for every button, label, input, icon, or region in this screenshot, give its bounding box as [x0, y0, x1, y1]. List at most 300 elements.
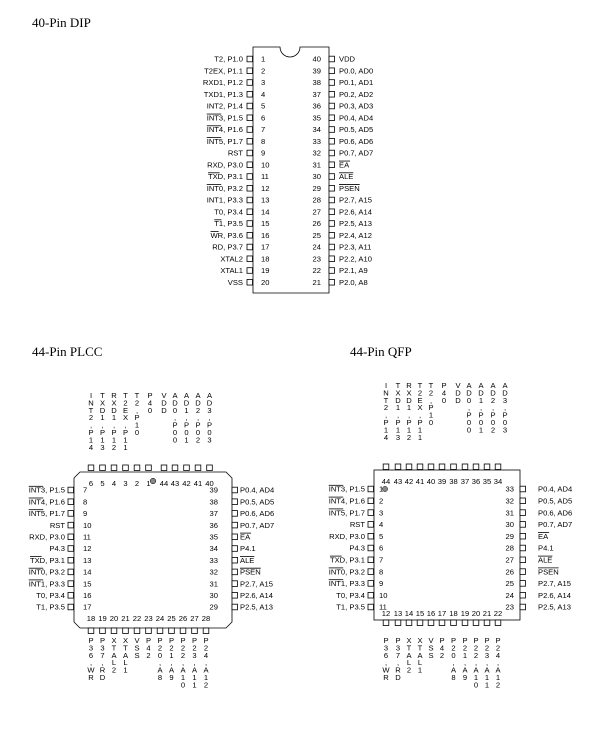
plcc-pin-5 — [100, 465, 106, 471]
plcc-pin-number-31: 31 — [209, 579, 218, 589]
plcc-bottom-label-21 — [123, 636, 129, 675]
qfp-pin-number-27: 27 — [505, 555, 514, 565]
dip-pin-38 — [329, 80, 335, 86]
dip-pin-label-21: P2.0, A8 — [339, 277, 368, 287]
plcc-pin-number-30: 30 — [209, 591, 218, 600]
qfp-pin-number-1: 1 — [379, 484, 384, 494]
qfp-pin-33 — [520, 486, 526, 492]
plcc-pin-number-26: 26 — [178, 614, 188, 623]
dip-pin-label-3: RXD1, P1.2 — [202, 78, 243, 88]
dip-pin-number-38: 38 — [312, 78, 321, 88]
plcc-top-label-40 — [207, 391, 213, 444]
plcc-bottom-label-22 — [134, 636, 140, 660]
qfp-top-label-35 — [490, 381, 496, 434]
plcc-pin-number-40: 40 — [205, 479, 214, 488]
plcc-pin-22 — [134, 628, 140, 634]
plcc-top-label-text: T 2 , P 1 0 — [134, 391, 140, 437]
plcc-pin-42 — [184, 465, 190, 471]
qfp-bottom-label-text: P 4 2 — [439, 636, 445, 660]
qfp-pin-30 — [520, 522, 526, 528]
dip-pin-26 — [329, 221, 335, 227]
qfp-bottom-label-18 — [451, 636, 457, 682]
dip-pin-27 — [329, 209, 335, 215]
plcc-pin-31 — [232, 581, 238, 587]
qfp-pin-9 — [368, 581, 374, 587]
dip-pin-37 — [329, 91, 335, 97]
plcc-pin-label-36: P0.7, AD7 — [240, 520, 275, 530]
qfp-pin-17 — [439, 620, 445, 626]
dip-pin-number-25: 25 — [312, 230, 321, 240]
plcc-pin-label-30: P2.6, A14 — [240, 591, 273, 600]
dip-pin-label-32: P0.7, AD7 — [339, 148, 374, 158]
qfp-pin-38 — [451, 464, 457, 470]
plcc-pin-37 — [232, 511, 238, 517]
dip-pin-label-4: TXD1, P1.3 — [203, 89, 243, 99]
qfp-pin-label-32: P0.5, AD5 — [538, 496, 573, 506]
plcc-bottom-label-text: X T A L 2 — [111, 636, 117, 675]
plcc-bottom-label-26 — [180, 636, 186, 689]
plcc-top-label-text: R X D 1 , P 1 2 — [111, 391, 117, 452]
qfp-pin-15 — [417, 620, 423, 626]
plcc-top-label-text: T X D 1 , P 1 3 — [99, 391, 106, 452]
qfp-pin-label-30: P0.7, AD7 — [538, 520, 573, 530]
qfp-top-label-text: T 2 , P 1 0 — [428, 381, 434, 427]
plcc-pin-number-14: 14 — [83, 567, 92, 577]
plcc-top-label-43 — [172, 391, 178, 444]
qfp-top-label-43 — [395, 381, 401, 442]
qfp-pin-11 — [368, 604, 374, 610]
plcc-pin-label-33: ALE — [240, 555, 255, 565]
qfp-pin-number-20: 20 — [471, 609, 481, 618]
qfp-pin-1 — [368, 486, 374, 492]
plcc-pin-label-38: P0.5, AD5 — [240, 497, 275, 507]
plcc-bottom-label-18 — [87, 636, 95, 682]
qfp-pin-6 — [368, 545, 374, 551]
qfp-pin-number-4: 4 — [379, 520, 384, 530]
qfp-pin-label-7: TXD, P3.1 — [329, 555, 365, 565]
plcc-pin1-marker — [150, 478, 156, 484]
plcc-pin-label-16: T0, P3.4 — [36, 591, 65, 600]
qfp-pin-39 — [439, 464, 445, 470]
plcc-pin-number-6: 6 — [88, 479, 94, 488]
plcc-top-label-5 — [100, 391, 106, 452]
qfp-pin-label-31: P0.6, AD6 — [538, 508, 573, 518]
qfp-pin-number-14: 14 — [404, 609, 414, 618]
dip-pin-label-10: RXD, P3.0 — [207, 160, 243, 170]
qfp-bottom-label-20 — [473, 636, 479, 689]
dip-title: 40-Pin DIP — [32, 15, 91, 30]
dip-pin-29 — [329, 185, 335, 191]
qfp-pin-label-24: P2.6, A14 — [538, 590, 571, 600]
qfp-package — [374, 470, 520, 620]
qfp-pin-20 — [473, 620, 479, 626]
plcc-pin-label-9: INT5, P1.7 — [28, 509, 65, 519]
qfp-bottom-label-text: P 2 0 , A 8 — [450, 636, 457, 682]
dip-pin-number-19: 19 — [261, 266, 270, 276]
dip-pin-18 — [247, 256, 253, 262]
plcc-pin-label-31: P2.7, A15 — [240, 579, 273, 589]
qfp-pin-37 — [462, 464, 468, 470]
plcc-top-label-text: I N T 2 , P 1 4 — [88, 391, 94, 452]
dip-pin-28 — [329, 197, 335, 203]
dip-pin-label-22: P2.1, A9 — [339, 266, 368, 276]
dip-pin-number-21: 21 — [312, 277, 321, 287]
dip-pin-number-35: 35 — [312, 113, 321, 123]
qfp-bottom-label-17 — [439, 636, 444, 660]
qfp-body — [374, 470, 520, 620]
plcc-top-label-text: V D D — [161, 391, 167, 415]
qfp-top-label-36 — [478, 381, 484, 434]
plcc-pin-label-17: T1, P3.5 — [36, 602, 65, 612]
dip-pin-12 — [247, 185, 253, 191]
plcc-pin-label-13: TXD, P3.1 — [29, 555, 65, 565]
qfp-pin-label-33: P0.4, AD4 — [538, 484, 573, 494]
dip-pin-6 — [247, 115, 253, 121]
dip-pin-label-20: VSS — [227, 277, 243, 287]
dip-pin-number-32: 32 — [312, 148, 321, 158]
qfp-top-label-text: I N T 2 , P 1 4 — [383, 381, 389, 442]
qfp-pin-number-40: 40 — [426, 477, 436, 486]
qfp-pin-number-35: 35 — [482, 477, 492, 486]
dip-pin-label-1: T2, P1.0 — [214, 54, 243, 64]
qfp-pin-number-15: 15 — [415, 609, 425, 618]
qfp-top-label-text: T 2 E X , P 1 1 — [417, 381, 423, 442]
qfp-pin-12 — [383, 620, 389, 626]
qfp-bottom-label-text: V S S — [428, 636, 434, 660]
plcc-pin-26 — [180, 628, 186, 634]
plcc-pin-9 — [68, 511, 74, 517]
dip-pin-number-5: 5 — [261, 101, 266, 111]
dip-pin-15 — [247, 221, 253, 227]
plcc-pin-12 — [68, 546, 74, 552]
qfp-top-label-34 — [502, 381, 508, 434]
qfp-pin-28 — [520, 545, 526, 551]
qfp-pin-44 — [383, 464, 389, 470]
dip-pin-label-11: TXD, P3.1 — [207, 172, 243, 182]
qfp-bottom-label-text: P 2 2 , A 1 0 — [473, 636, 479, 690]
plcc-pin-label-32: PSEN — [240, 567, 261, 577]
qfp-pin-label-23: P2.5, A13 — [538, 602, 571, 612]
plcc-pin-44 — [161, 465, 167, 471]
dip-pin-number-17: 17 — [261, 242, 270, 252]
plcc-pin-label-39: P0.4, AD4 — [240, 485, 275, 495]
qfp-pin-40 — [428, 464, 434, 470]
plcc-pin-33 — [232, 557, 238, 563]
dip-pin-number-1: 1 — [261, 54, 266, 64]
dip-pin-11 — [247, 174, 253, 180]
qfp-top-label-text: P 4 0 — [441, 381, 447, 405]
qfp-pin-label-2: INT4, P1.6 — [328, 496, 365, 506]
plcc-pin-6 — [88, 465, 94, 471]
plcc-top-label-4 — [111, 391, 117, 452]
qfp-bottom-label-13 — [395, 636, 401, 682]
plcc-pin-number-10: 10 — [83, 520, 92, 530]
qfp-pin-18 — [451, 620, 457, 626]
plcc-pin-24 — [157, 628, 163, 634]
plcc-pin-label-35: EA — [240, 532, 251, 542]
plcc-pin-2 — [134, 465, 140, 471]
dip-pin-22 — [329, 268, 335, 274]
plcc-pin-label-7: INT3, P1.5 — [28, 485, 65, 495]
qfp-pin-number-39: 39 — [437, 477, 447, 486]
plcc-pin-13 — [68, 557, 74, 563]
dip-pin-1 — [247, 56, 253, 62]
dip-pin-number-14: 14 — [261, 207, 270, 217]
plcc-package — [74, 472, 232, 628]
qfp-pin-31 — [520, 510, 526, 516]
dip-pin-39 — [329, 68, 335, 74]
qfp-pin-label-3: INT5, P1.7 — [328, 508, 365, 518]
plcc-pin-40 — [207, 465, 213, 471]
plcc-pin-23 — [146, 628, 152, 634]
plcc-pin-21 — [123, 628, 129, 634]
dip-pin-label-17: RD, P3.7 — [212, 242, 243, 252]
plcc-bottom-label-text: P 2 1 , A 9 — [168, 636, 175, 682]
plcc-pin-39 — [232, 487, 238, 493]
plcc-pin-8 — [68, 499, 74, 505]
plcc-pin-3 — [123, 465, 129, 471]
dip-pin-number-36: 36 — [312, 101, 321, 111]
plcc-pin-number-37: 37 — [209, 509, 218, 519]
qfp-pin-26 — [520, 569, 526, 575]
dip-pin-label-28: P2.7, A15 — [339, 195, 372, 205]
qfp-pin-number-42: 42 — [404, 477, 414, 486]
dip-pin-label-26: P2.5, A13 — [339, 219, 372, 229]
dip-pin-number-28: 28 — [312, 195, 321, 205]
qfp-pin-7 — [368, 557, 374, 563]
qfp-bottom-label-text: P 2 3 , A 1 1 — [484, 636, 490, 690]
plcc-pin-number-42: 42 — [182, 479, 191, 488]
dip-pin-number-7: 7 — [261, 125, 266, 135]
plcc-pin-number-32: 32 — [209, 567, 218, 577]
dip-pin-number-37: 37 — [312, 89, 321, 99]
qfp-bottom-label-text: X T A L 1 — [417, 636, 423, 675]
qfp-pin-41 — [417, 464, 423, 470]
qfp-pin-number-34: 34 — [493, 477, 503, 486]
plcc-top-label-text: A D 0 , P 0 0 — [172, 391, 178, 445]
plcc-pin-4 — [111, 465, 117, 471]
dip-pin-label-24: P2.3, A11 — [339, 242, 372, 252]
qfp-pin-14 — [406, 620, 412, 626]
qfp-pin-number-13: 13 — [393, 609, 403, 618]
qfp-pin-21 — [484, 620, 490, 626]
plcc-pin-25 — [169, 628, 175, 634]
plcc-top-label-3 — [123, 391, 128, 452]
plcc-pin-32 — [232, 569, 238, 575]
plcc-pin-number-13: 13 — [83, 555, 92, 565]
qfp-bottom-label-text: P 2 1 , A 9 — [462, 636, 468, 682]
qfp-pin-42 — [406, 464, 412, 470]
qfp-pin-24 — [520, 592, 526, 598]
plcc-bottom-label-text: P 2 3 , A 1 1 — [191, 636, 198, 690]
qfp-pin-36 — [473, 464, 479, 470]
dip-pin-40 — [329, 56, 335, 62]
dip-pin-30 — [329, 174, 335, 180]
dip-pin-label-39: P0.0, AD0 — [339, 66, 374, 76]
plcc-bottom-label-text: P 3 6 , W R — [87, 636, 95, 682]
plcc-pin-36 — [232, 522, 238, 528]
qfp-top-label-44 — [383, 381, 388, 442]
plcc-bottom-label-27 — [192, 636, 198, 689]
plcc-pin-label-10: RST — [49, 520, 65, 530]
dip-pin-36 — [329, 103, 335, 109]
qfp-top-label-text: R X D 1 , P 1 2 — [406, 381, 412, 442]
dip-pin-label-8: INT5, P1.7 — [206, 136, 243, 146]
plcc-pin-number-35: 35 — [209, 532, 218, 542]
plcc-body — [74, 472, 232, 628]
dip-pin-23 — [329, 256, 335, 262]
qfp-pin-10 — [368, 592, 374, 598]
qfp-pin-22 — [495, 620, 501, 626]
plcc-top-label-2 — [134, 391, 139, 437]
qfp-pin-number-19: 19 — [460, 609, 470, 618]
qfp-pin-number-29: 29 — [505, 531, 514, 541]
qfp-pin-number-37: 37 — [460, 477, 470, 486]
dip-pin-number-30: 30 — [312, 172, 321, 182]
qfp-pin-32 — [520, 498, 526, 504]
plcc-pin-28 — [203, 628, 209, 634]
qfp-pin-19 — [462, 620, 468, 626]
plcc-top-label-text: A D 3 , P 0 3 — [206, 391, 213, 445]
plcc-bottom-label-text: P 4 2 — [145, 636, 152, 660]
dip-pin-number-27: 27 — [312, 207, 321, 217]
dip-pin-20 — [247, 279, 253, 285]
dip-pin-31 — [329, 162, 335, 168]
plcc-pin-number-4: 4 — [111, 479, 117, 488]
qfp-pin-label-6: P4.3 — [349, 543, 365, 553]
dip-pin-number-34: 34 — [312, 125, 321, 135]
plcc-pin-10 — [68, 522, 74, 528]
qfp-pin-number-3: 3 — [379, 508, 384, 518]
qfp-pin-label-1: INT3, P1.5 — [328, 484, 365, 494]
plcc-top-label-1 — [147, 391, 152, 415]
qfp-pin-2 — [368, 498, 374, 504]
dip-pin-label-25: P2.4, A12 — [339, 230, 372, 240]
plcc-pin-41 — [195, 465, 201, 471]
qfp-pin-label-25: P2.7, A15 — [538, 579, 571, 589]
qfp-top-label-text: A D 3 , P 0 3 — [502, 381, 508, 435]
dip-pin-label-33: P0.6, AD6 — [339, 136, 374, 146]
qfp-pin-23 — [520, 604, 526, 610]
qfp-bottom-label-text: P 2 4 , A 1 2 — [495, 636, 501, 690]
dip-pin-label-38: P0.1, AD1 — [339, 78, 374, 88]
plcc-pin-18 — [88, 628, 94, 634]
qfp-pin-label-4: RST — [349, 520, 365, 530]
qfp-pin-label-10: T0, P3.4 — [336, 590, 365, 600]
plcc-pin-label-34: P4.1 — [240, 544, 256, 554]
plcc-top-label-text: P 4 0 — [147, 391, 153, 415]
dip-pin-number-31: 31 — [312, 160, 321, 170]
qfp-pin-number-7: 7 — [379, 555, 384, 565]
qfp-pin-number-22: 22 — [493, 609, 503, 618]
qfp-pin-number-21: 21 — [482, 609, 492, 618]
qfp-bottom-label-text: P 3 6 , W R — [382, 636, 390, 682]
plcc-pin-number-17: 17 — [83, 602, 92, 612]
qfp-pin-number-31: 31 — [505, 508, 514, 518]
qfp-pin-number-41: 41 — [415, 477, 425, 486]
qfp-top-label-42 — [406, 381, 412, 442]
qfp-bottom-label-text: X T A L 2 — [406, 636, 412, 675]
dip-pin-label-30: ALE — [339, 172, 354, 182]
plcc-pin-number-24: 24 — [155, 614, 165, 623]
plcc-top-label-41 — [195, 391, 201, 444]
plcc-bottom-label-24 — [157, 636, 163, 682]
dip-pin-number-11: 11 — [261, 172, 269, 182]
plcc-pin-number-25: 25 — [167, 614, 176, 623]
dip-pin-number-10: 10 — [261, 160, 270, 170]
qfp-pin-8 — [368, 569, 374, 575]
qfp-pin-number-11: 11 — [379, 602, 387, 612]
plcc-pin-label-15: INT1, P3.3 — [28, 579, 65, 589]
plcc-bottom-label-19 — [100, 636, 106, 682]
qfp-top-label-text: T X D 1 , P 1 3 — [395, 381, 401, 442]
qfp-pin-4 — [368, 522, 374, 528]
qfp-pin-35 — [484, 464, 490, 470]
dip-pin-35 — [329, 115, 335, 121]
plcc-pin-number-20: 20 — [109, 614, 119, 623]
dip-pin-14 — [247, 209, 253, 215]
dip-pin-label-27: P2.6, A14 — [339, 207, 372, 217]
plcc-pin-number-18: 18 — [86, 614, 96, 623]
plcc-pin-14 — [68, 569, 74, 575]
plcc-pin-number-36: 36 — [209, 520, 218, 530]
plcc-top-label-text: A D 1 , P 0 1 — [183, 391, 190, 445]
qfp-title: 44-Pin QFP — [350, 344, 412, 359]
dip-pin-label-19: XTAL1 — [220, 266, 243, 276]
plcc-pin-17 — [68, 604, 74, 610]
dip-pin-label-29: PSEN — [339, 183, 360, 193]
dip-pin-label-14: T0, P3.4 — [214, 207, 243, 217]
plcc-pin-number-16: 16 — [83, 591, 92, 600]
dip-pin-number-22: 22 — [312, 266, 321, 276]
qfp-pin-number-32: 32 — [505, 496, 514, 506]
qfp-pin-number-10: 10 — [379, 590, 388, 600]
plcc-pin-label-37: P0.6, AD6 — [240, 509, 275, 519]
plcc-bottom-label-text: P 2 4 , A 1 2 — [203, 636, 209, 690]
plcc-top-label-text: T 2 E X , P 1 1 — [122, 391, 129, 452]
plcc-bottom-label-20 — [111, 636, 117, 675]
dip-pin-label-13: INT1, P3.3 — [206, 195, 243, 205]
plcc-pin-number-2: 2 — [134, 479, 140, 488]
plcc-top-label-6 — [88, 391, 93, 452]
plcc-pin-number-22: 22 — [132, 614, 142, 623]
dip-pin-label-18: XTAL2 — [220, 254, 243, 264]
qfp-top-label-41 — [417, 381, 422, 442]
plcc-pin-number-43: 43 — [170, 479, 180, 488]
plcc-pin-34 — [232, 546, 238, 552]
qfp-pin-number-30: 30 — [505, 520, 514, 530]
qfp-pin-34 — [495, 464, 501, 470]
dip-pin-number-23: 23 — [312, 254, 321, 264]
dip-pin-label-36: P0.3, AD3 — [339, 101, 374, 111]
dip-pin-label-12: INT0, P3.2 — [206, 183, 243, 193]
qfp-pin-number-44: 44 — [381, 477, 391, 486]
qfp-top-label-text: A D 2 , P 0 2 — [490, 381, 496, 435]
dip-pin-25 — [329, 232, 335, 238]
plcc-pin-27 — [192, 628, 198, 634]
dip-pin-7 — [247, 127, 253, 133]
qfp-pin-29 — [520, 533, 526, 539]
dip-pin-label-15: T1, P3.5 — [214, 219, 243, 229]
plcc-pin-number-34: 34 — [209, 544, 218, 554]
qfp-bottom-label-22 — [495, 636, 501, 689]
dip-pin-number-39: 39 — [312, 66, 321, 76]
plcc-pin-number-12: 12 — [83, 544, 92, 554]
qfp-pin-number-17: 17 — [437, 609, 447, 618]
plcc-pin-number-3: 3 — [123, 479, 128, 488]
plcc-pin-1 — [146, 465, 152, 471]
plcc-pin-label-11: RXD, P3.0 — [29, 532, 65, 542]
